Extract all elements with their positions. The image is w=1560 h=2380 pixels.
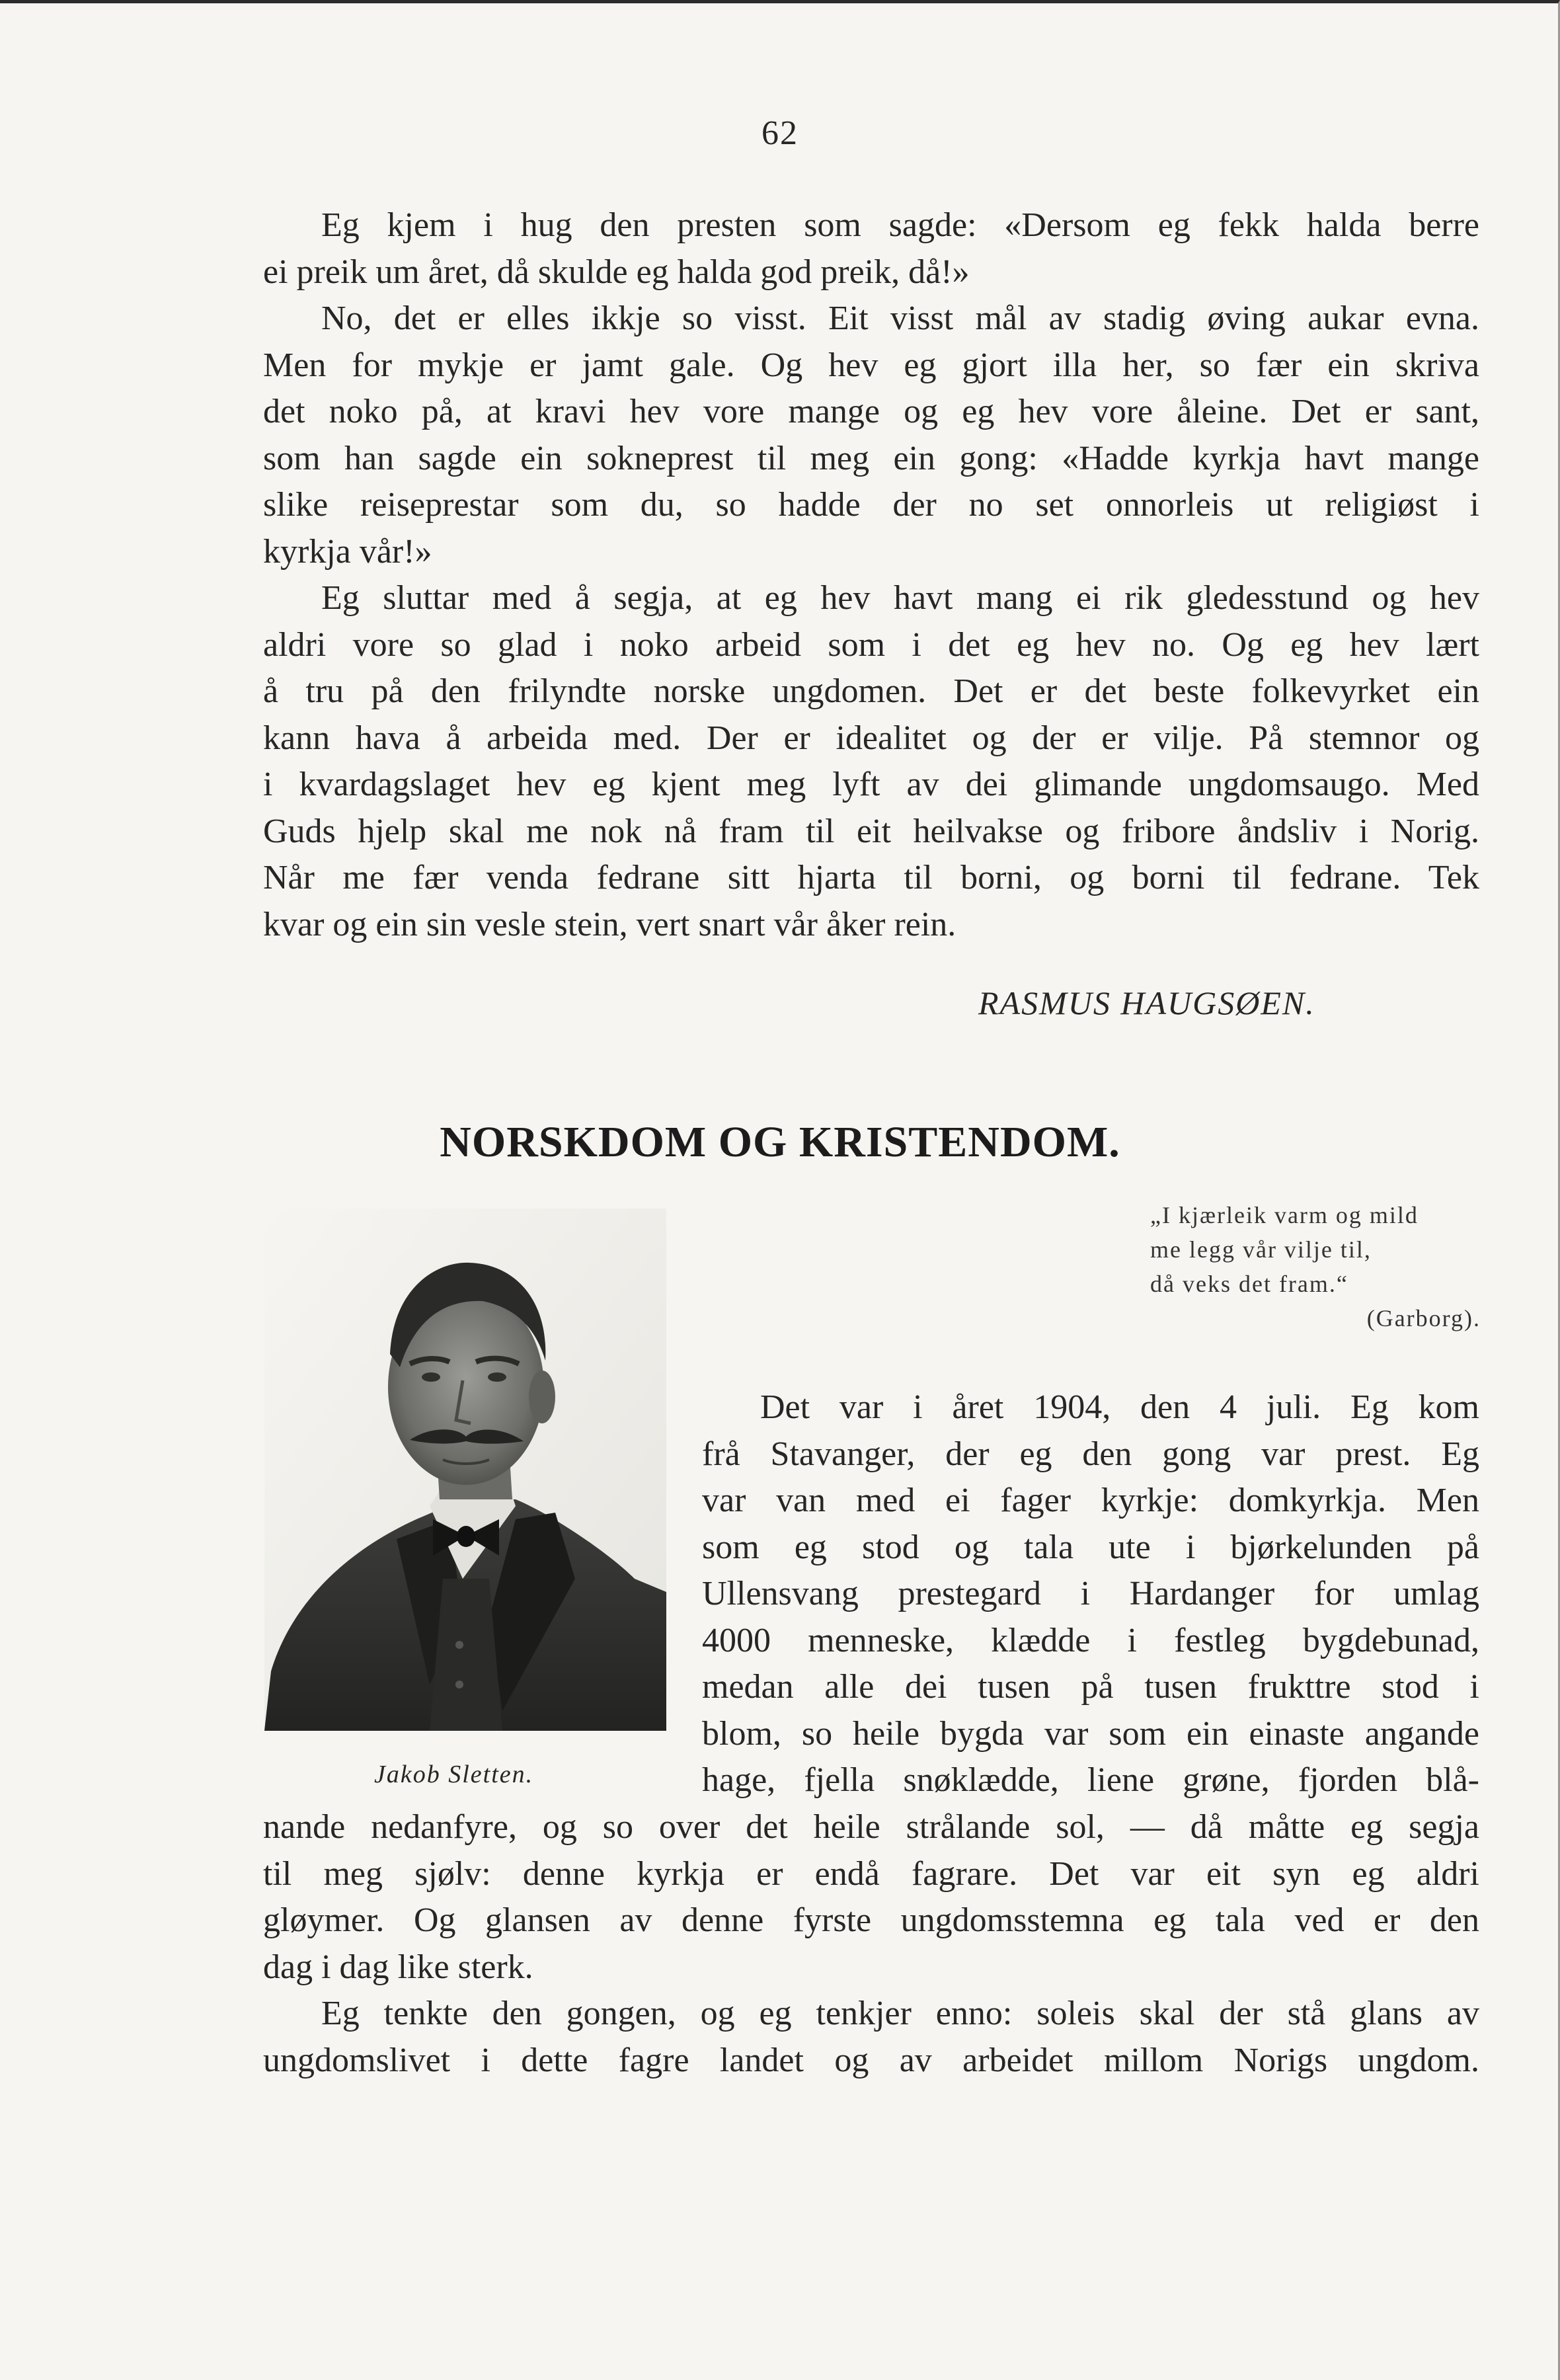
text-line: som han sagde ein sokneprest til meg ein gong: «Hadde kyrkja havt mange (263, 439, 1479, 477)
text-line: nande nedanfyre, og so over det heile strålande sol, — då måtte eg segja (263, 1808, 1479, 1846)
motto-source: (Garborg). (1366, 1305, 1481, 1331)
text-line: No, det er elles ikkje so visst. Eit visst mål av stadig øving aukar evna. (321, 299, 1479, 337)
text-line: var van med ei fager kyrkje: domkyrkja. Men (702, 1482, 1479, 1519)
article1-paragraph-2 (263, 296, 1479, 575)
text-line: Men for mykje er jamt gale. Og hev eg gjort illa her, so fær ein skriva (263, 346, 1479, 384)
motto-quote (1150, 1198, 1481, 1335)
portrait-image (264, 1209, 666, 1731)
article2-paragraph-2 (263, 1991, 1479, 2084)
portrait-photo (264, 1209, 666, 1731)
text-line: medan alle dei tusen på tusen frukttre stod i (702, 1668, 1479, 1706)
text-line: hage, fjella snøklædde, liene grøne, fjorden blå- (702, 1761, 1479, 1799)
text-line: frå Stavanger, der eg den gong var prest. Eg (702, 1435, 1479, 1473)
page-number: 62 (761, 114, 799, 152)
text-line: 4000 menneske, klædde i festleg bygdebunad, (702, 1621, 1479, 1659)
motto-line: me legg vår vilje til, (1150, 1236, 1372, 1263)
text-line: til meg sjølv: denne kyrkja er endå fagrare. Det var eit syn eg aldri (263, 1854, 1479, 1893)
motto-line: då veks det fram.“ (1150, 1271, 1348, 1297)
article2-paragraph-1-continued (263, 1804, 1479, 1991)
text-line: Ullensvang prestegard i Hardanger for umlag (702, 1575, 1479, 1612)
author-signature: RASMUS HAUGSØEN. (978, 984, 1315, 1021)
text-line: Eg sluttar med å segja, at eg hev havt mang ei rik gledesstund og hev (321, 579, 1479, 617)
text-line: Det var i året 1904, den 4 juli. Eg kom (760, 1388, 1479, 1426)
text-line: kyrkja vår!» (263, 532, 432, 571)
text-line: å tru på den frilyndte norske ungdomen. Det er det beste folkevyrket ein (263, 672, 1479, 710)
portrait-caption: Jakob Sletten. (374, 1761, 534, 1788)
text-line: aldri vore so glad i noko arbeid som i det eg hev no. Og eg hev lært (263, 625, 1479, 664)
text-line: i kvardagslaget hev eg kjent meg lyft av dei glimande ungdomsaugo. Med (263, 766, 1479, 803)
article1-paragraph-1 (263, 202, 1479, 296)
text-line: gløymer. Og glansen av denne fyrste ungdomsstemna eg tala ved er den (263, 1901, 1479, 1939)
text-line: blom, so heile bygda var som ein einaste angande (702, 1714, 1479, 1753)
text-line: det noko på, at kravi hev vore mange og eg hev vore åleine. Det er sant, (263, 393, 1479, 430)
text-line: som eg stod og tala ute i bjørkelunden på (702, 1528, 1479, 1566)
text-line: kvar og ein sin vesle stein, vert snart vår åker rein. (263, 905, 956, 943)
article1-paragraph-3 (263, 575, 1479, 948)
text-line: Eg tenkte den gongen, og eg tenkjer enno: soleis skal der stå glans av (321, 1995, 1479, 2032)
text-line: slike reiseprestar som du, so hadde der no set onnorleis ut religiøst i (263, 486, 1479, 524)
text-line: dag i dag like sterk. (263, 1948, 533, 1986)
text-line: Eg kjem i hug den presten som sagde: «Dersom eg fekk halda berre (321, 206, 1479, 244)
text-line: ei preik um året, då skulde eg halda god preik, då!» (263, 253, 970, 291)
text-line: Guds hjelp skal me nok nå fram til eit heilvakse og fribore åndsliv i Norig. (263, 812, 1479, 850)
text-line: Når me fær venda fedrane sitt hjarta til borni, og borni til fedrane. Tek (263, 859, 1479, 896)
article2-column-text (702, 1384, 1479, 1804)
article-heading: NORSKDOM OG KRISTENDOM. (440, 1118, 1120, 1166)
text-line: kann hava å arbeida med. Der er idealitet og der er vilje. På stemnor og (263, 719, 1479, 757)
motto-line: „I kjærleik varm og mild (1150, 1202, 1419, 1228)
text-line: ungdomslivet i dette fagre landet og av arbeidet millom Norigs ungdom. (263, 2041, 1479, 2079)
